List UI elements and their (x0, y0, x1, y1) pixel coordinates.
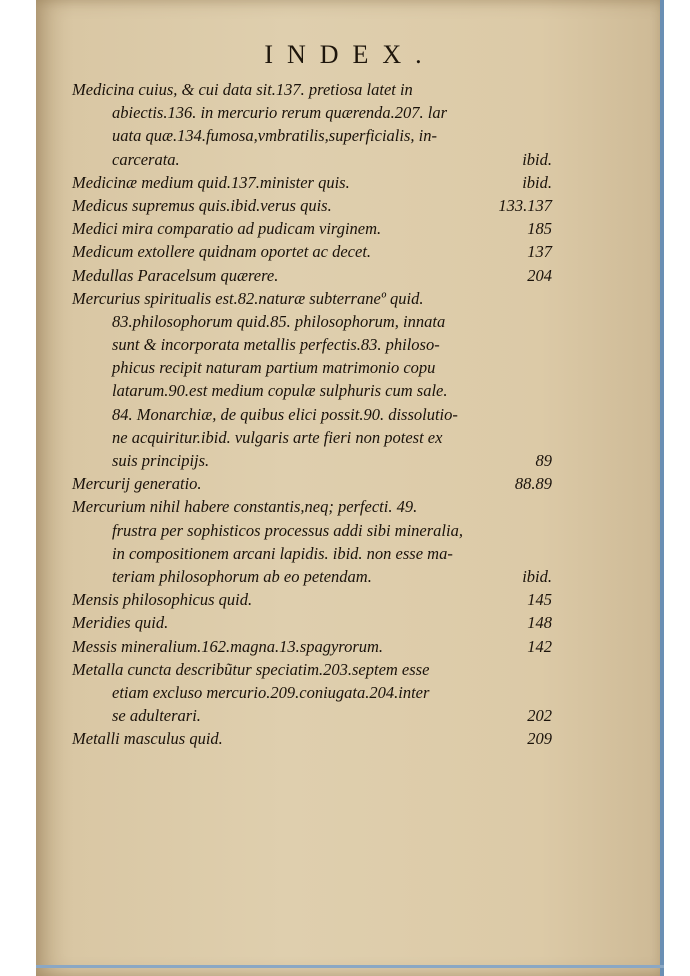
index-entry-continuation (72, 333, 552, 356)
entry-text: Medicum extollere quidnam oportet ac decet. (72, 242, 372, 262)
page-reference: 89 (535, 451, 552, 470)
page-reference: 142 (527, 636, 552, 656)
entry-text: Messis mineralium.162.magna.13.spagyrorum. (72, 636, 384, 656)
entry-text: Metalla cuncta describũtur speciatim.203.septem esse (72, 659, 430, 679)
page-reference: 209 (527, 729, 552, 749)
entry-text: 83.philosophorum quid.85. philosophorum, innata (112, 311, 446, 331)
entry-text: carcerata. (112, 149, 180, 169)
entry-text: Mercurium nihil habere constantis,neq; perfecti. 49. (72, 497, 418, 517)
page-reference: ibid. (522, 566, 552, 586)
page-reference: 88.89 (514, 474, 552, 494)
entry-text: etiam excluso mercurio.209.coniugata.204.inter (112, 682, 430, 702)
entry-text: frustra per sophisticos processus addi sibi mineralia, (112, 520, 463, 540)
page-title: INDEX. (264, 40, 436, 69)
index-entry (72, 171, 552, 194)
entry-text: 84. Monarchiæ, de quibus elici possit.90. dissolutio- (112, 404, 458, 424)
entry-text: Mercurij generatio. (72, 474, 202, 494)
page-reference: 148 (527, 613, 552, 633)
index-entry (72, 495, 552, 518)
entry-text: in compositionem arcani lapidis. ibid. non esse ma- (112, 543, 453, 563)
entry-text: latarum.90.est medium copulæ sulphuris cum sale. (112, 381, 448, 401)
entry-text: Metalli masculus quid. (72, 729, 223, 749)
page-reference: 133.137 (498, 195, 552, 215)
index-entry (72, 240, 552, 263)
index-entry-continuation (72, 565, 552, 588)
index-entry (72, 635, 552, 658)
index-entry-continuation (72, 124, 552, 147)
index-entry (72, 472, 552, 495)
index-entry (72, 287, 552, 310)
index-entry (72, 588, 552, 611)
index-entry-continuation (72, 403, 552, 426)
book-page (36, 0, 664, 976)
entry-text: Meridies quid. (72, 613, 169, 633)
page-reference: 145 (527, 590, 552, 610)
index-entry-continuation (72, 519, 552, 542)
entry-text: Mercurius spiritualis est.82.naturæ subterraneº quid. (72, 288, 424, 308)
page-reference: 204 (527, 265, 552, 285)
index-entry (72, 264, 552, 287)
entry-text: Medicus supremus quis.ibid.verus quis. (72, 195, 332, 215)
index-entry-continuation (72, 148, 552, 171)
entry-text: uata quæ.134.fumosa,vmbratilis,superficialis, in- (112, 126, 437, 146)
entry-text: ne acquiritur.ibid. vulgaris arte fieri non potest ex (112, 427, 443, 447)
scan-border (36, 965, 664, 968)
entry-text: phicus recipit naturam partium matrimonio copu (112, 358, 436, 378)
index-entry-continuation (72, 449, 552, 472)
page-reference: ibid. (522, 172, 552, 192)
index-entry-continuation (72, 379, 552, 402)
index-entry-continuation (72, 101, 552, 124)
entry-text: Medici mira comparatio ad pudicam virginem. (72, 219, 382, 239)
index-entry-continuation (72, 356, 552, 379)
entry-text: suis principijs. (112, 451, 210, 470)
index-entry-continuation (72, 310, 552, 333)
index-entries (72, 78, 552, 750)
index-entry-continuation (72, 704, 552, 727)
index-entry-continuation (72, 681, 552, 704)
entry-text: Medullas Paracelsum quærere. (72, 265, 279, 285)
entry-text: Medicinæ medium quid.137.minister quis. (72, 172, 350, 192)
index-entry (72, 727, 552, 750)
entry-text: teriam philosophorum ab eo petendam. (112, 566, 372, 586)
entry-text: se adulterari. (112, 706, 201, 726)
page-reference: 185 (527, 219, 552, 239)
index-entry (72, 658, 552, 681)
entry-text: Mensis philosophicus quid. (72, 590, 253, 610)
index-entry (72, 217, 552, 240)
entry-text: sunt & incorporata metallis perfectis.83. philoso- (112, 335, 440, 355)
entry-text: Medicina cuius, & cui data sit.137. pretiosa latet in (72, 80, 413, 99)
index-entry (72, 194, 552, 217)
page-reference: ibid. (522, 149, 552, 169)
page-reference: 137 (527, 242, 552, 262)
page-reference: 202 (527, 706, 552, 726)
entry-text: abiectis.136. in mercurio rerum quærenda.207. lar (112, 103, 448, 123)
index-entry-continuation (72, 542, 552, 565)
index-entry (72, 611, 552, 634)
page-edge (660, 0, 664, 976)
index-entry (72, 78, 552, 101)
index-entry-continuation (72, 426, 552, 449)
